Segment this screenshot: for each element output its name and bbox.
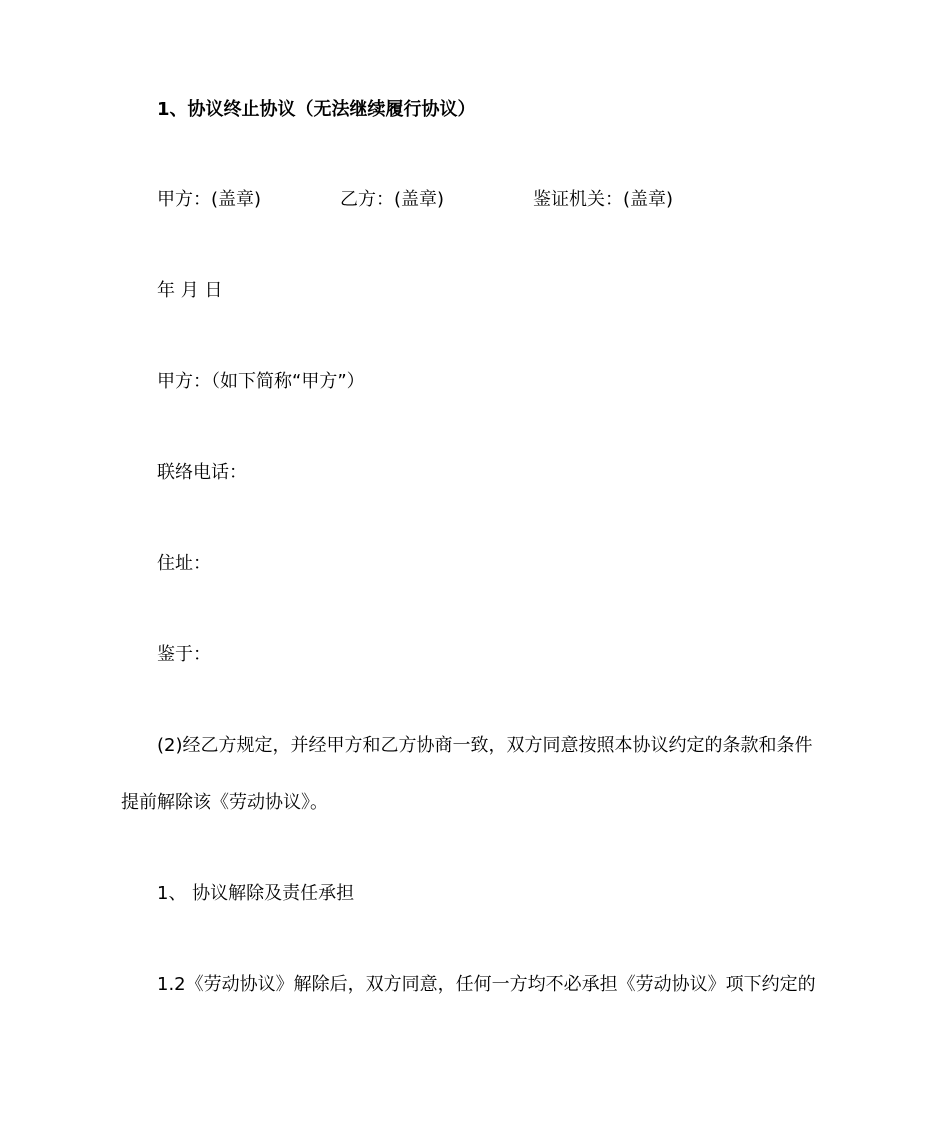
document-heading: 1、协议终止协议（无法继续履行协议） [157,99,476,120]
date-line: 年 月 日 [157,280,223,301]
paragraph-2-line-1: (2)经乙方规定，并经甲方和乙方协商一致，双方同意按照本协议约定的条款和条件 [157,735,813,756]
paragraph-2-line-2: 提前解除该《劳动协议》。 [121,792,328,813]
address-label: 住址： [157,553,211,574]
whereas-label: 鉴于： [157,644,211,665]
clause-1-2: 1.2《劳动协议》解除后，双方同意，任何一方均不必承担《劳动协议》项下约定的 [157,974,816,995]
section-1-heading: 1、 协议解除及责任承担 [157,883,355,904]
contact-phone-label: 联络电话： [157,462,247,483]
notary-seal: 鉴证机关：(盖章) [533,189,674,210]
party-a-intro: 甲方：（如下简称“甲方”） [157,371,365,392]
party-a-seal: 甲方：(盖章) [157,189,262,210]
party-b-seal: 乙方：(盖章) [340,189,445,210]
